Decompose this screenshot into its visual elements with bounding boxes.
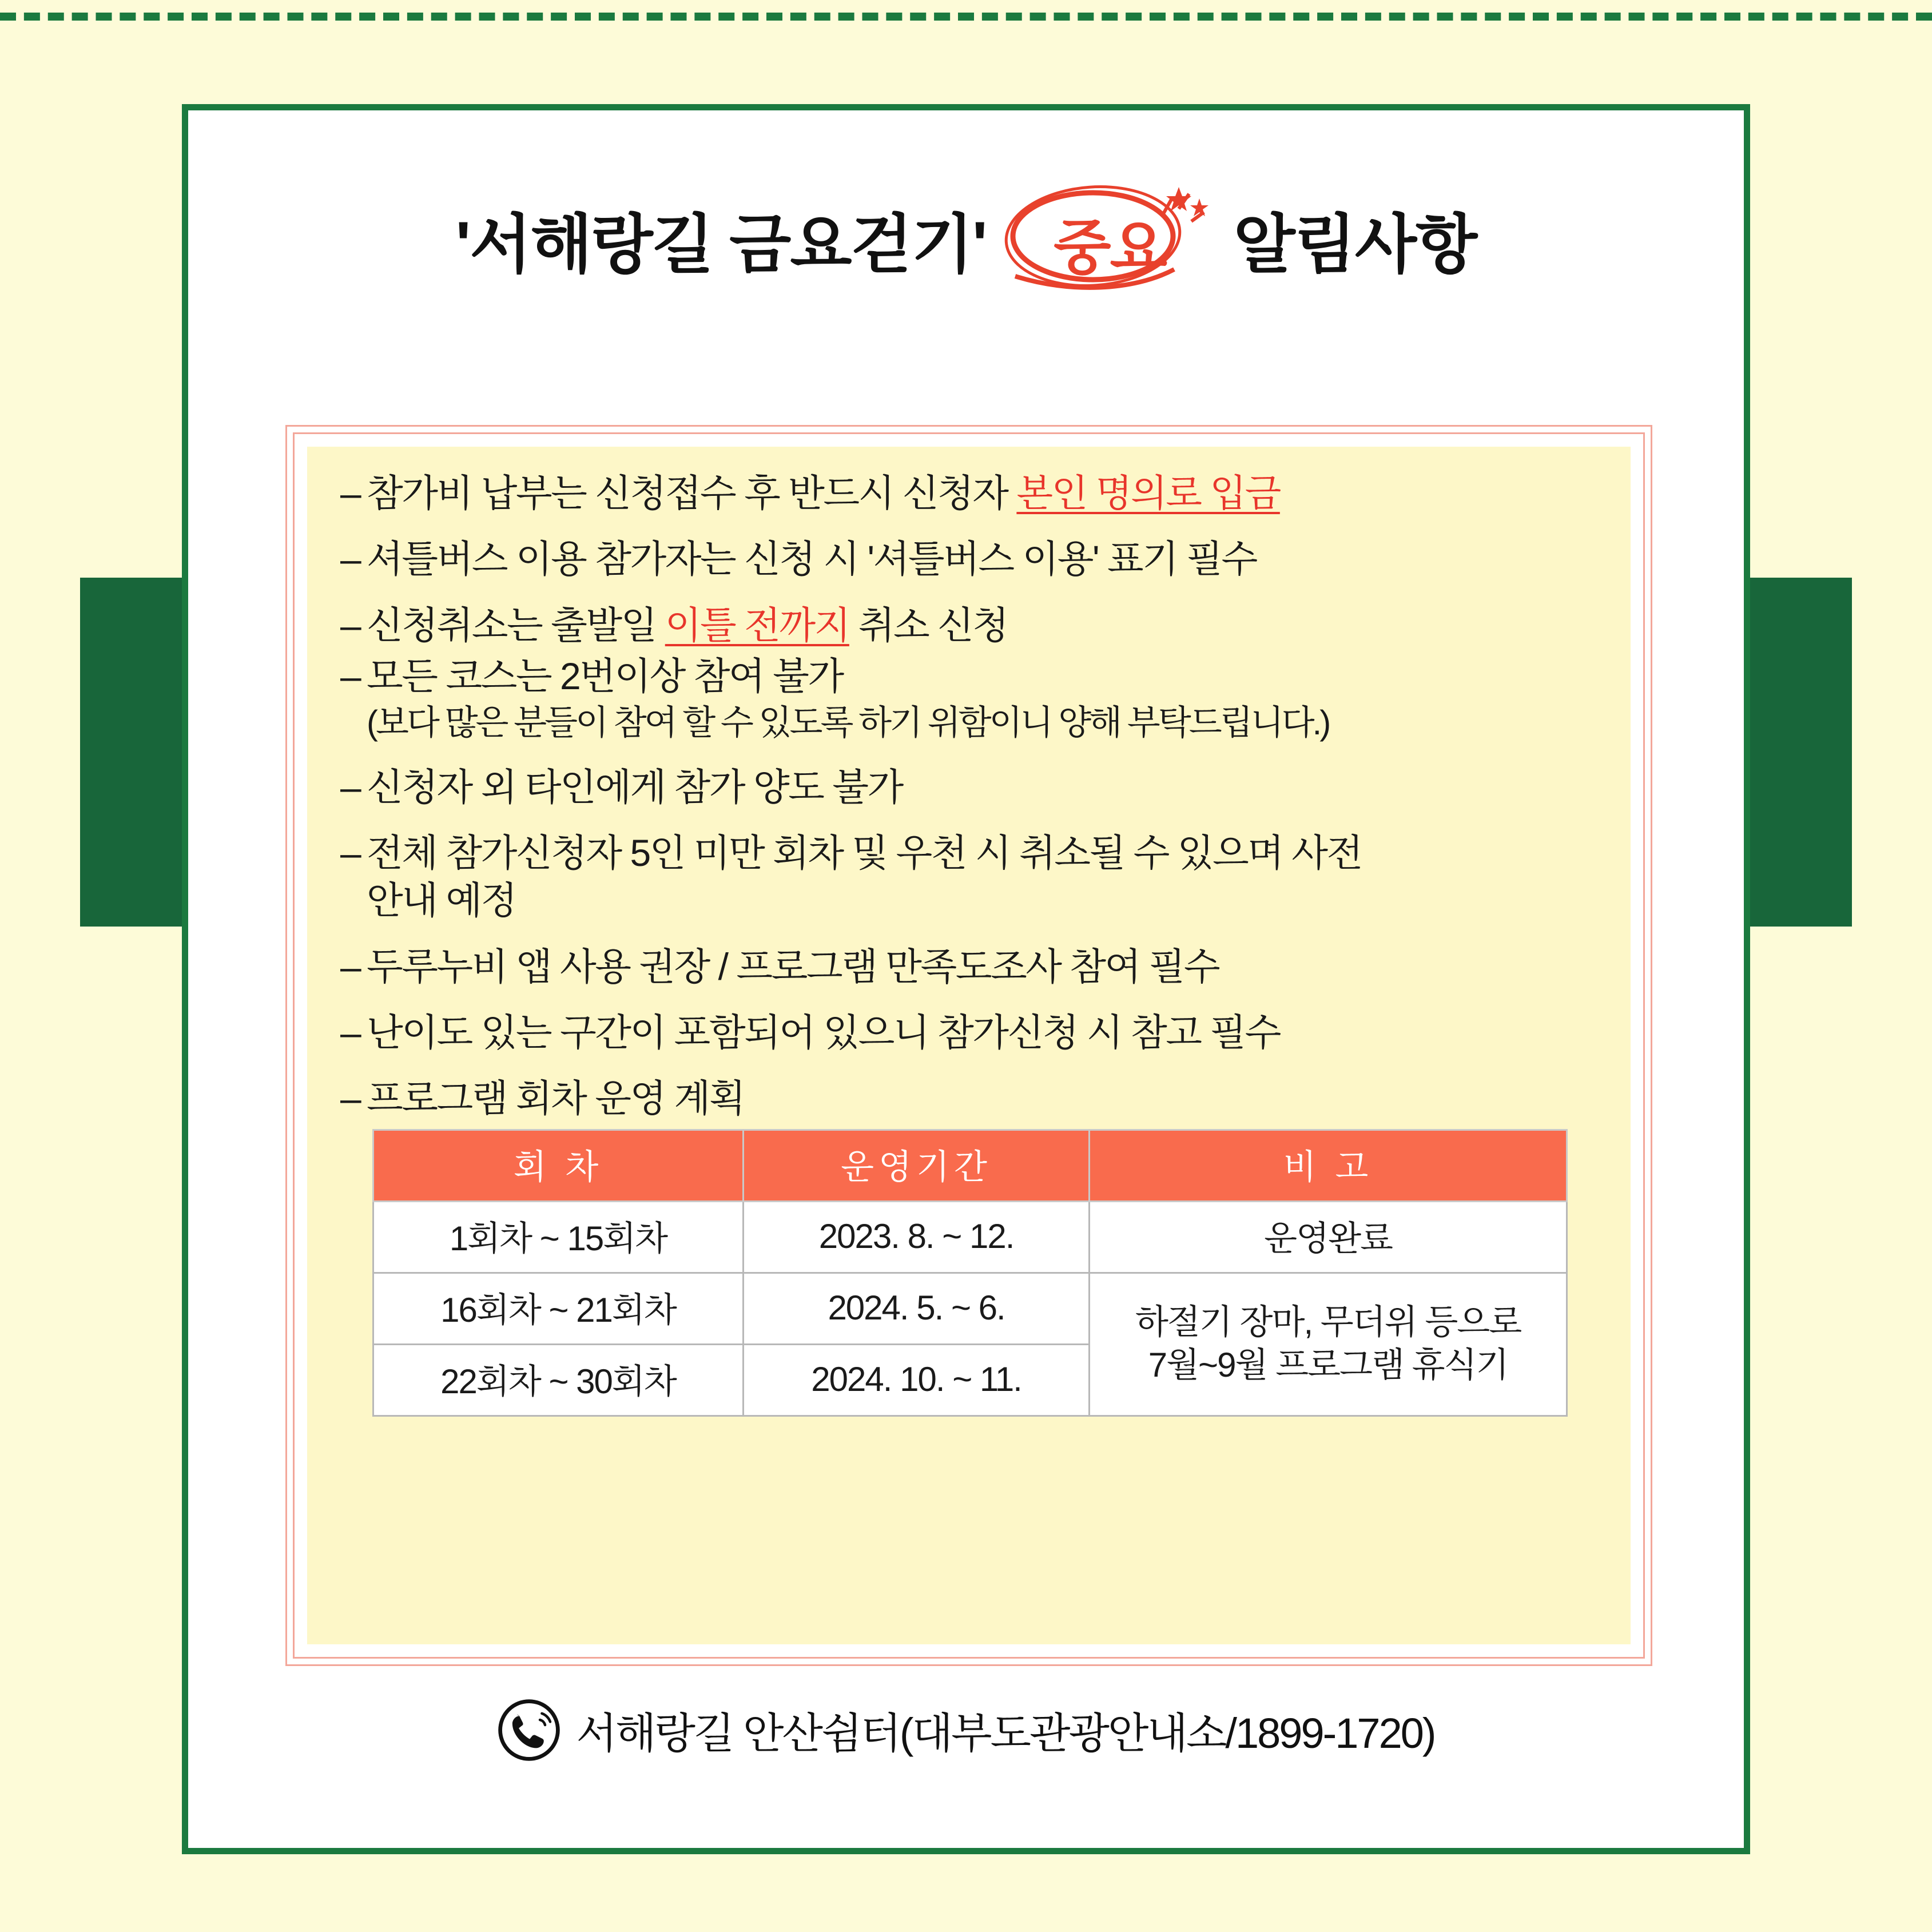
right-green-block — [1743, 578, 1852, 927]
schedule-table — [372, 1129, 1568, 1417]
bullet-highlight: 본인 명의로 입금 — [1016, 472, 1280, 514]
bullet-text-before: 신청취소는 출발일 — [367, 603, 665, 646]
table-row — [373, 1273, 1567, 1345]
list-item — [340, 605, 1597, 646]
cell-note-merged: 하절기 장마, 무더위 등으로 7월~9월 프로그램 휴식기 — [1090, 1273, 1567, 1416]
schedule-table-wrap — [372, 1129, 1568, 1417]
bullet-dash: – — [340, 1011, 360, 1054]
bullet-text: 난이도 있는 구간이 포함되어 있으니 참가신청 시 참고 필수 — [367, 1011, 1280, 1054]
notice-frame-inner — [293, 432, 1645, 1659]
bullet-text: 셔틀버스 이용 참가자는 신청 시 '셔틀버스 이용' 표기 필수 — [367, 538, 1257, 581]
bullet-highlight: 이틀 전까지 — [665, 603, 849, 646]
bullet-continuation: 안내 예정 — [367, 879, 516, 922]
footer-contact — [188, 1698, 1744, 1762]
bullet-text-before: 전체 참가신청자 5인 미만 회차 및 우천 시 취소될 수 있으며 사전 — [367, 832, 1362, 874]
bullet-text-before: 모든 코스는 2번이상 참여 불가 — [367, 654, 843, 697]
list-item — [340, 656, 1597, 742]
bullet-text: 신청자 외 타인에게 참가 양도 불가 — [367, 765, 903, 808]
table-header-round: 회 차 — [373, 1130, 744, 1202]
bullet-text — [367, 656, 1597, 742]
cell-period: 2024. 10. ~ 11. — [743, 1345, 1089, 1416]
important-badge — [990, 179, 1230, 299]
list-item — [340, 767, 1597, 808]
title-prefix: '서해랑길 금요걷기' — [455, 208, 987, 280]
cell-note: 운영완료 — [1090, 1202, 1567, 1273]
bullet-dash: – — [340, 832, 360, 874]
bullet-text — [367, 473, 1597, 514]
bullet-dash: – — [340, 538, 360, 581]
notice-frame-outer — [285, 425, 1652, 1666]
cell-period: 2024. 5. ~ 6. — [743, 1273, 1089, 1345]
table-header-period: 운영기간 — [743, 1130, 1089, 1202]
table-row — [373, 1202, 1567, 1273]
bullet-text-before: 참가비 납부는 신청접수 후 반드시 신청자 — [367, 472, 1017, 514]
phone-icon — [497, 1698, 561, 1762]
bullet-subnote: (보다 많은 분들이 참여 할 수 있도록 하기 위함이니 양해 부탁드립니다.) — [367, 703, 1329, 742]
bullet-text-after: 취소 신청 — [849, 603, 1008, 646]
left-green-block — [80, 578, 189, 927]
title-suffix: 알림사항 — [1233, 208, 1477, 280]
notice-body — [307, 447, 1631, 1644]
table-header-row — [373, 1130, 1567, 1202]
cell-round: 22회차 ~ 30회차 — [373, 1345, 744, 1416]
list-item — [340, 1078, 1597, 1119]
cell-round: 1회차 ~ 15회차 — [373, 1202, 744, 1273]
bullet-text: 두루누비 앱 사용 권장 / 프로그램 만족도조사 참여 필수 — [367, 945, 1219, 988]
bullet-dash: – — [340, 945, 360, 988]
poster-card — [182, 104, 1750, 1854]
bullet-text: 프로그램 회차 운영 계획 — [367, 1077, 745, 1120]
top-dashed-divider — [0, 13, 1932, 21]
bullet-dash: – — [340, 472, 360, 514]
page-title — [188, 179, 1744, 299]
bullet-text — [367, 833, 1597, 921]
bullet-dash: – — [340, 654, 360, 697]
bullet-dash: – — [340, 603, 360, 646]
badge-label: 중요 — [1054, 215, 1167, 281]
bullet-dash: – — [340, 765, 360, 808]
list-item — [340, 947, 1597, 987]
list-item — [340, 1012, 1597, 1053]
table-header-note: 비 고 — [1090, 1130, 1567, 1202]
cell-round: 16회차 ~ 21회차 — [373, 1273, 744, 1345]
list-item — [340, 539, 1597, 579]
cell-period: 2023. 8. ~ 12. — [743, 1202, 1089, 1273]
list-item — [340, 473, 1597, 514]
notice-list — [340, 473, 1597, 1119]
list-item — [340, 833, 1597, 921]
bullet-text — [367, 605, 1597, 646]
footer-text: 서해랑길 안산쉼터(대부도관광안내소/1899-1720) — [576, 1710, 1435, 1757]
bullet-dash: – — [340, 1077, 360, 1120]
